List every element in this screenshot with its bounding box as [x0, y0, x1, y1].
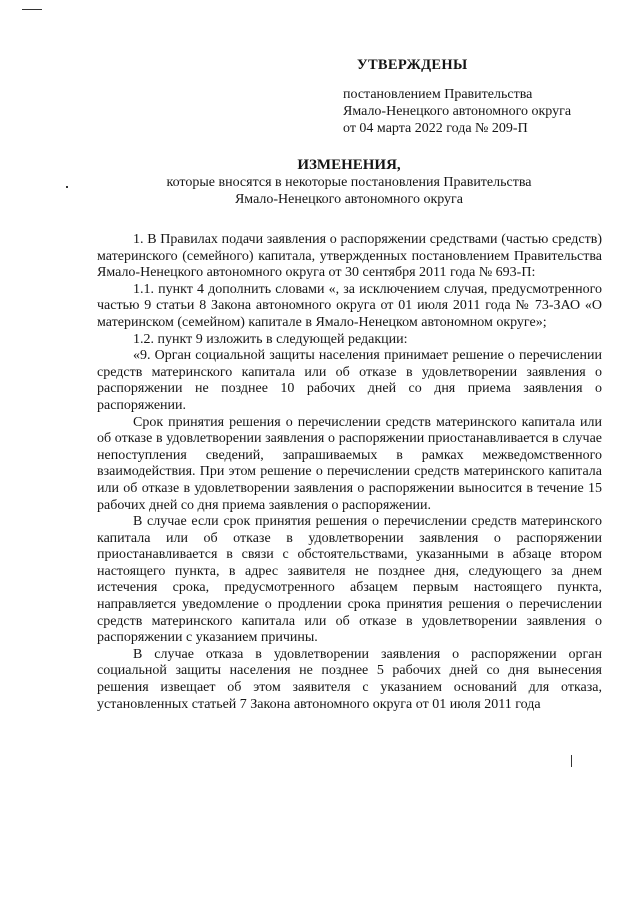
approval-heading: УТВЕРЖДЕНЫ — [357, 57, 468, 73]
document-title: ИЗМЕНЕНИЯ, — [297, 157, 401, 173]
approval-line: от 04 марта 2022 года № 209-П — [343, 121, 528, 136]
document-body — [97, 232, 602, 713]
approval-line: Ямало-Ненецкого автономного округа — [343, 104, 572, 119]
paragraph: В случае отказа в удовлетворении заявления о распоряжении орган социальной защиты населения не позднее 5 рабочих дней со дня вынесения решения извещает об этом заявителя с указанием оснований для отказа, установленных статьей 7 Закона автономного округа от 01 июля 2011 года — [97, 646, 602, 712]
paragraph: 1. В Правилах подачи заявления о распоряжении средствами (частью средств) материнского (семейного) капитала, утвержденных постановлением Правительства Ямало-Ненецкого автономного округа от 30 сентября 2011 года № 693-П: — [97, 232, 602, 281]
paragraph: 1.2. пункт 9 изложить в следующей редакции: — [133, 331, 408, 347]
scan-mark-right — [571, 755, 572, 767]
approval-block — [343, 86, 571, 137]
subtitle-line: которые вносятся в некоторые постановления Правительства — [166, 175, 532, 190]
paragraph: «9. Орган социальной защиты населения принимает решение о перечислении средств материнского капитала или об отказе в удовлетворении заявления о распоряжении не позднее 10 рабочих дней со дня приема заявления о распоряжении. — [97, 348, 602, 413]
subtitle-line: Ямало-Ненецкого автономного округа — [234, 192, 464, 207]
paragraph: Срок принятия решения о перечислении средств материнского капитала или об отказе в удовлетворении заявления о распоряжении приостанавливается в случае непоступления сведений, запрашиваемых в рамках межведомственного взаимодействия. При этом решение о перечислении средств материнского капитала или об отказе в удовлетворении заявления о распоряжении выносится в течение 15 рабочих дней со дня приема заявления о распоряжении. — [97, 414, 602, 513]
document-subtitle — [0, 174, 640, 208]
approval-line: постановлением Правительства — [343, 87, 533, 102]
paragraph: В случае если срок принятия решения о перечислении средств материнского капитала или об отказе в удовлетворении заявления о распоряжении приостанавливается в связи с обстоятельствами, указанными в абзаце втором настоящего пункта, в адрес заявителя не позднее дня, следующего за днем истечения срока, предусмотренного абзацем первым настоящего пункта, направляется уведомление о продлении срока принятия решения о перечислении средств материнского капитала или об отказе в удовлетворении заявления о распоряжении с указанием причины. — [97, 514, 602, 646]
scan-mark-top — [22, 9, 42, 10]
paragraph: 1.1. пункт 4 дополнить словами «, за исключением случая, предусмотренного частью 9 статьи 8 Закона автономного округа от 01 июля 2011 года № 73-ЗАО «О материнском (семейном) капитале в Ямало-Ненецком автономном округе»; — [97, 281, 602, 330]
